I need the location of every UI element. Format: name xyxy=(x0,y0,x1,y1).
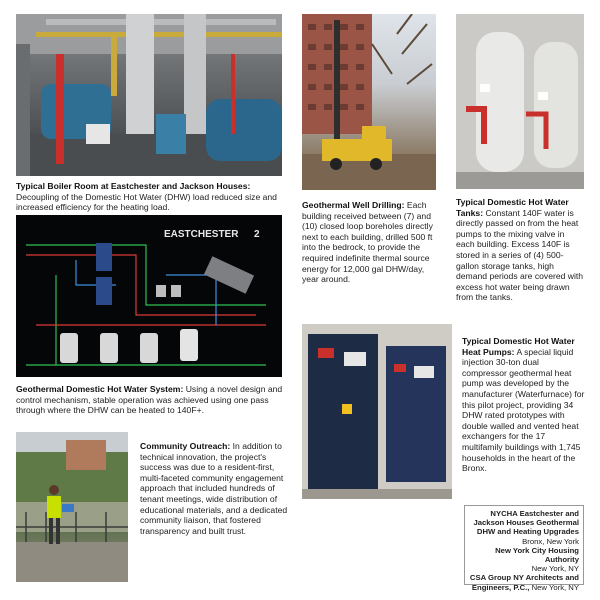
heat-pumps-caption xyxy=(462,336,586,474)
client-location: New York, NY xyxy=(531,564,579,574)
caption-title: Geothermal Well Drilling: xyxy=(302,200,405,210)
caption-body: A special liquid injection 30-ton dual compressor geothermal heat pump was developed by the manufacturer (Waterfurnace) for this pilot project, providing 34 DHW rated prototypes with double walled and vented heat exchangers for the 17 multifamily buildings with 1,745 households in the heart of the Bronx. xyxy=(462,346,585,474)
caption-title: Typical Boiler Room at Eastchester and Jackson Houses: xyxy=(16,181,251,191)
project-location: Bronx, New York xyxy=(522,536,579,546)
boiler-room-illustration xyxy=(16,14,282,176)
heat-pumps-illustration xyxy=(302,324,452,499)
caption-title: Typical Domestic Hot Water Heat Pumps: xyxy=(462,336,575,357)
schematic-number: 2 xyxy=(254,229,260,240)
client-name: New York City Housing Authority xyxy=(495,545,579,565)
caption-title: Community Outreach: xyxy=(140,441,231,451)
hot-water-tanks-caption xyxy=(456,197,584,303)
community-outreach-caption xyxy=(140,441,288,536)
hot-water-tanks-photo xyxy=(456,14,584,189)
boiler-room-caption xyxy=(16,181,286,213)
firm-location: New York, NY xyxy=(531,582,579,592)
dhw-system-diagram xyxy=(16,215,282,377)
caption-body: In addition to technical innovation, the project's success was due to a resident-first, multi-faceted community engagement approach that included hundreds of tenant meetings, wide distribution of educational materials, and a dedicated community liaison, that fostered transparency and built trust. xyxy=(140,441,288,536)
boiler-room-photo xyxy=(16,14,282,176)
drilling-rig-illustration xyxy=(302,14,436,190)
tanks-illustration xyxy=(456,14,584,189)
community-outreach-photo xyxy=(16,432,128,582)
caption-body: Using a novel design and control mechanism, stable operation was achieved using one pass through where the DHW can be heated to 140F+. xyxy=(16,384,283,416)
caption-body: Decoupling of the Domestic Hot Water (DHW) load reduced size and increased efficiency for the heating load. xyxy=(16,191,277,213)
outreach-illustration xyxy=(16,432,128,582)
well-drilling-caption xyxy=(302,200,440,285)
caption-body: Constant 140F water is directly passed on from the heat pumps to the mixing valve in each building. Excess 140F is stored in a series of (4) 500-gallon storage tanks, high demand periods are covered with excess hot water being drawn from the tanks. xyxy=(456,207,584,303)
project-info-box xyxy=(464,505,584,592)
firm-name: CSA Group NY Architects and Engineers, P.C., xyxy=(469,573,579,592)
caption-title: Typical Domestic Hot Water Tanks: xyxy=(456,197,569,218)
caption-title: Geothermal Domestic Hot Water System: xyxy=(16,384,184,394)
caption-body: Each building received between (7) and (10) closed loop boreholes directly next to each building, drilled 500 ft into the bedrock, to provide the required indefinite thermal source energy for 12,000 gal DHW/day, year around. xyxy=(302,200,433,285)
system-schematic xyxy=(16,215,282,377)
well-drilling-photo xyxy=(302,14,436,190)
project-name: NYCHA Eastchester and Jackson Houses Geothermal DHW and Heating Upgrades xyxy=(473,509,579,537)
heat-pumps-photo xyxy=(302,324,452,499)
dhw-system-caption xyxy=(16,384,286,416)
schematic-label: EASTCHESTER xyxy=(164,229,239,240)
